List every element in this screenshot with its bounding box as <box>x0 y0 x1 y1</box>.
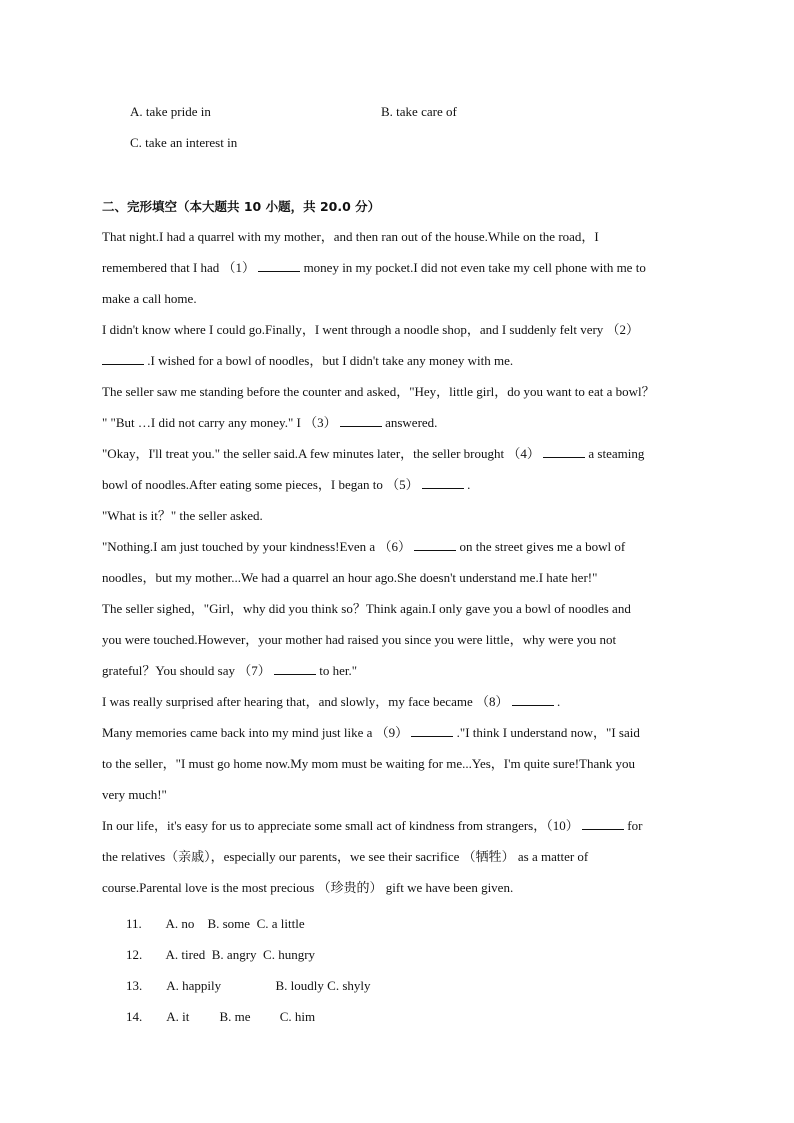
passage-text: "What is it？" the seller asked. <box>102 508 263 523</box>
passage-text: . <box>553 694 561 709</box>
answer-blank[interactable] <box>274 663 316 675</box>
passage-line <box>102 407 702 438</box>
passage-text: bowl of noodles.After eating some pieces，I began to （5） <box>102 477 422 492</box>
option-b: B. some <box>207 916 251 931</box>
option-c: C. him <box>279 1009 316 1024</box>
passage-text: answered. <box>381 415 438 430</box>
passage-line <box>102 314 702 345</box>
passage-text: . <box>463 477 471 492</box>
answer-blank[interactable] <box>543 446 585 458</box>
option-a: A. no <box>165 916 195 931</box>
option-a: A. tired <box>165 947 206 962</box>
option-b: B. angry <box>211 947 257 962</box>
passage-text: course.Parental love is the most precious （珍贵的） gift we have been given. <box>102 880 514 895</box>
passage-line <box>102 500 702 531</box>
passage-text: " "But …I did not carry any money." I （3） <box>102 415 340 430</box>
passage-line <box>102 841 702 872</box>
passage-text: "Nothing.I am just touched by your kindness!Even a （6） <box>102 539 415 554</box>
passage-text: remembered that I had （1） <box>102 260 259 275</box>
passage-text: noodles，but my mother...We had a quarrel an hour ago.She doesn't understand me.I hate her!" <box>102 570 598 585</box>
passage-line <box>102 221 702 252</box>
question-14 <box>126 1001 315 1032</box>
passage-text: ."I think I understand now，"I said <box>453 725 640 740</box>
passage-line <box>102 531 702 562</box>
answer-blank[interactable] <box>102 353 144 365</box>
question-11 <box>126 908 305 939</box>
passage-line <box>102 593 702 624</box>
passage-text: In our life，it's easy for us to appreciate some small act of kindness from strangers，（10） <box>102 818 582 833</box>
option-b: B. loudly <box>275 978 324 993</box>
passage-text: a steaming <box>585 446 645 461</box>
passage-text: very much!" <box>102 787 167 802</box>
passage-text: money in my pocket.I did not even take my cell phone with me to <box>300 260 646 275</box>
prev-option-c: C. take an interest in <box>130 135 238 150</box>
passage-line <box>102 624 702 655</box>
prev-option-b: B. take care of <box>381 104 457 119</box>
passage-text: to her." <box>316 663 358 678</box>
question-number: 11. <box>126 916 142 931</box>
passage-line <box>102 779 702 810</box>
section-heading: 二、完形填空（本大题共 10 小题，共 20.0 分） <box>102 199 381 214</box>
passage-line <box>102 252 702 283</box>
passage-text: The seller sighed，"Girl，why did you think so？Think again.I only gave you a bowl of noodles and <box>102 601 631 616</box>
passage-text: That night.I had a quarrel with my mother，and then ran out of the house.While on the road，I <box>102 229 599 244</box>
answer-blank[interactable] <box>258 260 300 272</box>
passage-line <box>102 655 702 686</box>
passage-line <box>102 717 702 748</box>
question-number: 13. <box>126 978 143 993</box>
passage-line <box>102 562 702 593</box>
passage-text: you were touched.However，your mother had raised you since you were little，why were you not <box>102 632 617 647</box>
answer-blank[interactable] <box>512 694 554 706</box>
passage-line <box>102 872 702 903</box>
cloze-passage <box>102 221 702 903</box>
passage-text: grateful？You should say （7） <box>102 663 275 678</box>
passage-line <box>102 376 702 407</box>
option-c: C. shyly <box>327 978 371 993</box>
passage-text: The seller saw me standing before the counter and asked，"Hey，little girl，do you want to eat a bowl？ <box>102 384 655 399</box>
prev-option-a: A. take pride in <box>130 104 211 119</box>
passage-text: on the street gives me a bowl of <box>456 539 626 554</box>
answer-blank[interactable] <box>411 725 453 737</box>
passage-line <box>102 686 702 717</box>
passage-text: .I wished for a bowl of noodles，but I didn't take any money with me. <box>144 353 514 368</box>
question-number: 12. <box>126 947 143 962</box>
passage-text: Many memories came back into my mind just like a （9） <box>102 725 412 740</box>
passage-text: to the seller，"I must go home now.My mom must be waiting for me...Yes，I'm quite sure!Thank you <box>102 756 635 771</box>
passage-text: I didn't know where I could go.Finally，I went through a noodle shop，and I suddenly felt very （2） <box>102 322 640 337</box>
passage-text: make a call home. <box>102 291 197 306</box>
option-a: A. happily <box>166 978 222 993</box>
passage-line <box>102 810 702 841</box>
passage-line <box>102 469 702 500</box>
passage-line <box>102 748 702 779</box>
passage-text: the relatives（亲戚），especially our parents，we see their sacrifice （牺牲） as a matter of <box>102 849 589 864</box>
answer-blank[interactable] <box>422 477 464 489</box>
passage-text: I was really surprised after hearing that，and slowly，my face became （8） <box>102 694 512 709</box>
passage-line <box>102 283 702 314</box>
answer-blank[interactable] <box>414 539 456 551</box>
passage-line <box>102 438 702 469</box>
option-c: C. a little <box>256 916 305 931</box>
answer-blank[interactable] <box>582 818 624 830</box>
answer-blank[interactable] <box>340 415 382 427</box>
question-12 <box>126 939 315 970</box>
option-b: B. me <box>219 1009 251 1024</box>
passage-text: "Okay，I'll treat you." the seller said.A few minutes later，the seller brought （4） <box>102 446 544 461</box>
option-a: A. it <box>166 1009 190 1024</box>
option-c: C. hungry <box>263 947 316 962</box>
question-13 <box>126 970 371 1001</box>
passage-line <box>102 345 702 376</box>
passage-text: for <box>623 818 643 833</box>
question-number: 14. <box>126 1009 143 1024</box>
